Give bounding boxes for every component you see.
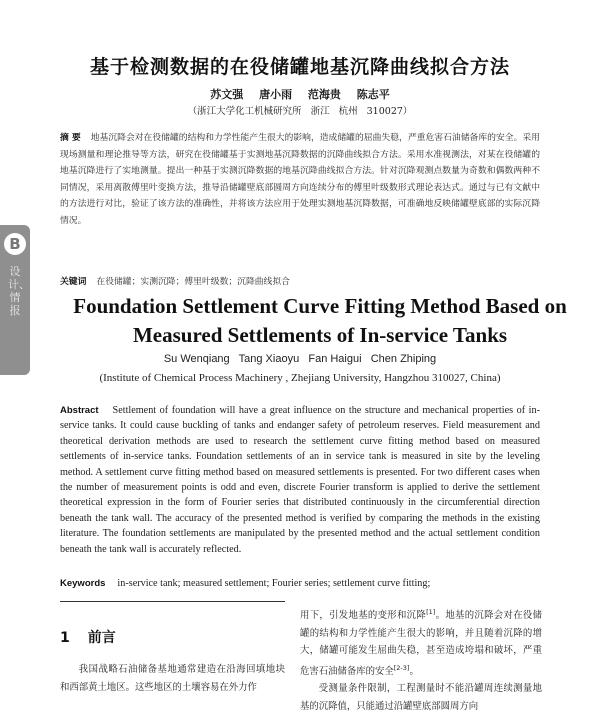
english-title-line-1: Foundation Settlement Curve Fitting Method Based on bbox=[73, 294, 567, 318]
section-divider bbox=[60, 601, 285, 602]
english-affiliation: (Institute of Chemical Process Machinery , Zhejiang University, Hangzhou 310027, China) bbox=[99, 372, 501, 384]
english-abstract bbox=[60, 403, 540, 557]
english-title-line-2: Measured Settlements of In-service Tanks bbox=[132, 323, 508, 347]
chinese-title: 基于检测数据的在役储罐地基沉降曲线拟合方法 bbox=[89, 56, 510, 78]
english-keywords-text: in-service tank; measured settlement; Fourier series; settlement curve fitting; bbox=[117, 578, 431, 589]
english-keywords bbox=[60, 578, 540, 589]
section-title: 前言 bbox=[87, 630, 116, 646]
body-left-column: 我国战略石油储备基地通常建造在沿海回填地块和西部黄土地区。这些地区的土壤容易在外力作 bbox=[60, 664, 285, 693]
chinese-abstract-text: 地基沉降会对在役储罐的结构和力学性能产生很大的影响，造成储罐的屈曲失稳，严重危害石油储备库的安全。采用现场测量和理论推导等方法，研究在役储罐基于实测地基沉降数据的沉降曲线拟合方法。采用水准视测法，对某在役储罐的地基沉降进行了实地测量。提出一种基于实测沉降数据的地基沉降曲线拟合方法。针对沉降观测点数量为奇数和偶数两种不同情况，采用离散傅里叶变换方法，推导沿储罐壁底部圆周方向连续分布的傅里叶级数形式理论表达式。通过与已有文献中的方法进行对比，验证了该方法的准确性，并将该方法应用于处理实测地基沉降数据，可准确地反映储罐壁底部的实际沉降情况。 bbox=[60, 133, 540, 226]
chinese-keywords-label: 关键词 bbox=[60, 277, 87, 287]
chinese-abstract-label: 摘 要 bbox=[60, 133, 81, 143]
chinese-abstract bbox=[60, 130, 540, 229]
english-authors: Su Wenqiang Tang Xiaoyu Fan Haigui Chen Zhiping bbox=[163, 353, 437, 365]
paragraph-text: 。 bbox=[409, 665, 419, 677]
chinese-affiliation: （浙江大学化工机械研究所 浙江 杭州 310027） bbox=[187, 106, 413, 117]
citation-ref: [1] bbox=[426, 608, 436, 616]
paragraph-text: 。地基的沉降会对在役储罐的结构和力学性能产生很大的影响，并且随着沉降的增大，储罐可能发生屈曲失稳，甚至造成垮塌和破坏，严重危害石油储备库的安全 bbox=[300, 610, 542, 677]
english-keywords-label: Keywords bbox=[60, 578, 106, 589]
english-abstract-text: Settlement of foundation will have a great influence on the structure and mechanical properties of in-service tanks. It could cause buckling of tanks and endanger safety of petroleum reserves. Field measurement and theoretical derivation methods are used to research the settlement curve fitting method based on measured settlements of in-service tanks. Foundation settlements of an in service tank is measured in site by the leveling method. A settlement curve fitting method based on measured settlements is presented. For two different cases when the number of measurement points is odd and even, discrete Fourier transform is applied to derive the settlement theoretical expression in the form of Fourier series that distributed continuously in the circumferential direction beneath the tank wall. The accuracy of the presented method is verified by comparing the methods in the existing literature. The foundation settlements are manipulated by the presented method and the actual settlement condition beneath the tank wall is accurately reflected. bbox=[60, 405, 540, 555]
section-number: 1 bbox=[60, 630, 70, 646]
chinese-keywords-text: 在役储罐；实测沉降；傅里叶级数；沉降曲线拟合 bbox=[96, 277, 290, 287]
citation-ref: [2-3] bbox=[393, 663, 410, 672]
english-title bbox=[40, 292, 600, 350]
chinese-keywords bbox=[60, 274, 540, 287]
chinese-authors: 苏文强 唐小雨 范海贵 陈志平 bbox=[210, 88, 390, 101]
body-right-column bbox=[300, 604, 542, 715]
section-side-label: 设计、情报 bbox=[8, 265, 30, 317]
paragraph-text: 用下，引发地基的变形和沉降 bbox=[300, 610, 427, 622]
english-abstract-label: Abstract bbox=[60, 405, 99, 416]
section-letter-badge: B bbox=[4, 233, 26, 255]
body-paragraph-1 bbox=[300, 604, 542, 680]
body-paragraph-2: 受测量条件限制，工程测量时不能沿罐周连续测量地基的沉降值，只能通过沿罐壁底部圆周方向 bbox=[300, 683, 542, 712]
section-heading bbox=[60, 627, 116, 647]
